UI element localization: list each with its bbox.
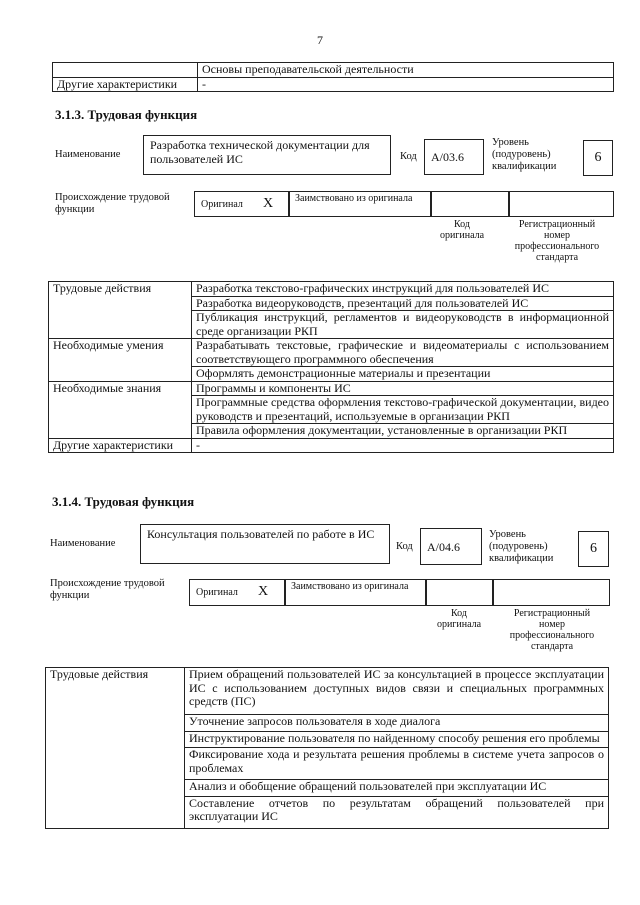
level-label: Уровень (подуровень) квалификации [489, 529, 554, 564]
table-cell: - [192, 438, 614, 453]
original-label: Оригинал [201, 199, 243, 210]
table-cell: Программные средства оформления текстово-графической документации, видео руководств и презентаций, используемые в организации РКП [192, 396, 614, 424]
table-cell: Прием обращений пользователей ИС за консультацией в процессе эксплуатации ИС с использованием доступных видов связи и специальных программных средств (ПС) [185, 668, 609, 715]
table-cell: Публикация инструкций, регламентов и видеоруководств в информационной среде организации РКП [192, 311, 614, 339]
table-cell: Разработка видеоруководств, презентаций для пользователей ИС [192, 296, 614, 311]
code-label: Код [396, 541, 413, 552]
reg-number-box [509, 191, 614, 217]
table-cell: Разрабатывать текстовые, графические и видеоматериалы с использованием соответствующего программного обеспечения [192, 339, 614, 367]
reg-number-box [493, 579, 610, 606]
original-mark: X [258, 584, 269, 599]
level-label: Уровень (подуровень) квалификации [492, 137, 557, 172]
borrowed-box: Заимствовано из оригинала [285, 579, 426, 606]
group-label: Необходимые умения [49, 339, 192, 382]
table-cell: Анализ и обобщение обращений пользователей при эксплуатации ИС [185, 780, 609, 797]
group-label: Трудовые действия [46, 668, 185, 829]
function-name: Консультация пользователей по работе в ИС [140, 524, 390, 564]
table-cell: Правила оформления документации, установленные в организации РКП [192, 424, 614, 439]
orig-code-caption: Код оригинала [436, 608, 482, 630]
origin-label: Происхождение трудовой функции [55, 192, 170, 215]
section1-table [48, 281, 614, 453]
borrowed-box: Заимствовано из оригинала [289, 191, 431, 217]
original-code-box [431, 191, 509, 217]
table-row [53, 77, 614, 92]
table-row [49, 282, 614, 297]
section2-table [45, 667, 609, 829]
orig-code-caption: Код оригинала [439, 219, 485, 241]
table-row [49, 438, 614, 453]
top-table [52, 62, 614, 92]
table-cell [53, 63, 198, 78]
function-code: А/03.6 [424, 139, 484, 175]
table-cell: Разработка текстово-графических инструкций для пользователей ИС [192, 282, 614, 297]
table-cell: Инструктирование пользователя по найденному способу решения его проблемы [185, 731, 609, 748]
table-row [46, 668, 609, 715]
table-cell: Фиксирование хода и результата решения проблемы в системе учета запросов о проблемах [185, 748, 609, 780]
group-label: Другие характеристики [49, 438, 192, 453]
qualification-level: 6 [578, 531, 609, 567]
name-label: Наименование [50, 538, 116, 549]
qualification-level: 6 [583, 140, 613, 176]
origin-label: Происхождение трудовой функции [50, 578, 165, 601]
table-cell: Программы и компоненты ИС [192, 381, 614, 396]
function-code: А/04.6 [420, 528, 482, 565]
table-cell: Оформлять демонстрационные материалы и презентации [192, 367, 614, 382]
original-mark: X [263, 196, 274, 211]
original-label: Оригинал [196, 587, 238, 598]
function-name: Разработка технической документации для пользователей ИС [143, 135, 391, 175]
page-number: 7 [317, 33, 323, 47]
table-row [49, 381, 614, 396]
reg-number-caption: Регистрационный номер профессионального стандарта [509, 608, 595, 652]
group-label: Трудовые действия [49, 282, 192, 339]
original-box [194, 191, 289, 217]
group-label: Необходимые знания [49, 381, 192, 438]
table-cell: Составление отчетов по результатам обращений пользователей при эксплуатации ИС [185, 796, 609, 828]
table-cell: Основы преподавательской деятельности [198, 63, 614, 78]
code-label: Код [400, 151, 417, 162]
table-row [49, 339, 614, 367]
original-code-box [426, 579, 493, 606]
table-cell: Другие характеристики [53, 77, 198, 92]
name-label: Наименование [55, 149, 121, 160]
section-title: 3.1.4. Трудовая функция [52, 494, 195, 509]
table-row [53, 63, 614, 78]
original-box [189, 579, 285, 606]
table-cell: - [198, 77, 614, 92]
section-title: 3.1.3. Трудовая функция [55, 107, 198, 122]
table-cell: Уточнение запросов пользователя в ходе диалога [185, 715, 609, 732]
reg-number-caption: Регистрационный номер профессионального стандарта [514, 219, 600, 263]
